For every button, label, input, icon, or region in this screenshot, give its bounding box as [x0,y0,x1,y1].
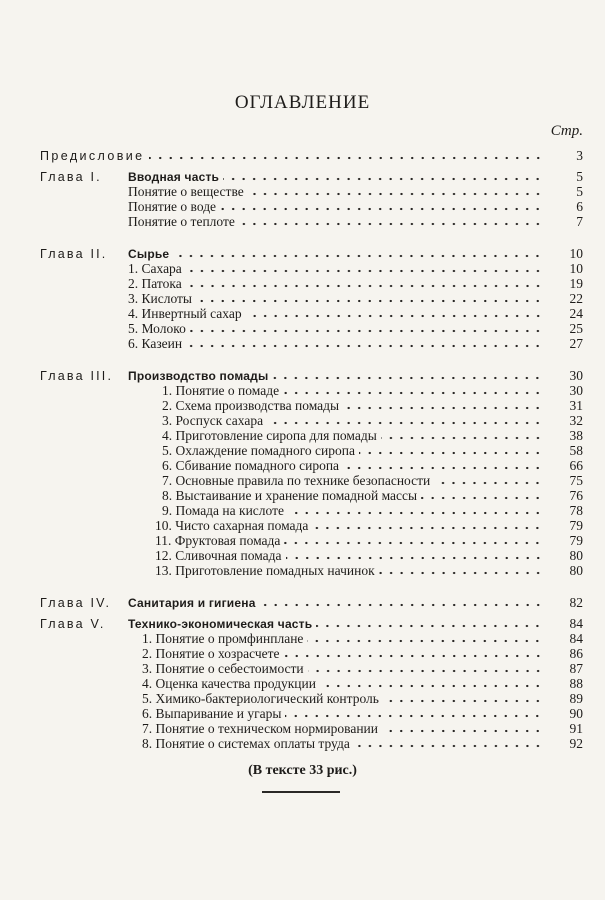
toc-row-section [40,276,583,291]
toc-row-section [40,736,583,751]
dot-leader [379,571,543,575]
toc-page-number: 58 [569,443,583,458]
section-title: 8. Понятие о системах оплаты труда [142,736,350,751]
dot-leader [186,269,543,273]
toc-row-section [40,473,583,488]
toc-row-section [40,383,583,398]
dot-leader [307,639,543,643]
toc-row-section [40,563,583,578]
dot-leader [220,207,543,211]
toc-page-number: 6 [576,199,583,214]
toc-page-number: 24 [569,306,583,321]
toc-row-section [40,261,583,276]
section-title: 6. Выпаривание и угары [142,706,282,721]
dot-leader [320,684,543,688]
dot-leader [288,511,543,515]
dot-leader [196,299,543,303]
dot-leader [286,556,543,560]
dot-leader [383,699,543,703]
chapter-label: Глава I. [40,170,102,184]
chapter-label: Глава III. [40,369,114,383]
dot-leader [260,603,543,607]
chapter-title: Производство помады [128,369,269,383]
dot-leader [354,744,543,748]
page-column-label: Стр. [550,123,583,139]
section-title: 4. Оценка качества продукции [142,676,316,691]
toc-page-number: 5 [576,184,583,199]
toc-page-number: 92 [569,736,583,751]
page-title: ОГЛАВЛЕНИЕ [234,92,371,113]
toc-row-section [40,631,583,646]
section-title: 5. Охлаждение помадного сиропа [162,443,355,458]
toc-page-number: 86 [569,646,583,661]
dot-leader [285,714,543,718]
toc-page-number: 91 [569,721,583,736]
toc-page-number: 80 [569,563,583,578]
dot-leader [316,624,543,628]
toc-page-number: 30 [569,383,583,398]
section-title: 8. Выстаивание и хранение помадной массы [162,488,418,503]
toc-page-number: 27 [569,336,583,351]
dot-leader [284,654,543,658]
toc-row-section [40,458,583,473]
toc-page-number: 89 [569,691,583,706]
section-title: 2. Понятие о хозрасчете [142,646,280,661]
dot-leader [381,436,543,440]
section-title: 11. Фруктовая помада [155,533,281,548]
toc-row-preface [40,148,583,163]
dot-leader [284,541,543,545]
section-title: 6. Казеин [128,336,183,351]
toc-page-number: 76 [569,488,583,503]
toc-row-section [40,488,583,503]
toc-row-chapter [40,169,583,184]
toc-row-chapter [40,368,583,383]
section-title: 3. Роспуск сахара [162,413,264,428]
toc-page-number: 84 [569,631,583,646]
toc-page-number: 10 [569,261,583,276]
toc-page-number: 7 [576,214,583,229]
dot-leader [239,222,543,226]
toc-entry-label: Предисловие [40,149,145,163]
toc-page-number: 79 [569,533,583,548]
dot-leader [223,177,543,181]
section-title: 10. Чисто сахарная помада [155,518,309,533]
toc-row-section [40,533,583,548]
spacer [40,229,583,246]
toc-page-number: 38 [569,428,583,443]
section-title: Понятие о воде [128,199,217,214]
toc-page-number: 5 [576,169,583,184]
dot-leader [190,329,543,333]
dot-leader [421,496,543,500]
dot-leader [186,284,543,288]
dot-leader [246,314,543,318]
dot-leader [343,466,543,470]
toc-row-section [40,184,583,199]
section-title: 2. Схема производства помады [162,398,340,413]
toc-row-section [40,306,583,321]
toc-row-section [40,706,583,721]
toc-page-number: 90 [569,706,583,721]
chapter-title: Санитария и гигиена [128,596,256,610]
dot-leader [173,254,543,258]
toc-page-number: 84 [569,616,583,631]
section-title: 6. Сбивание помадного сиропа [162,458,340,473]
section-title: 7. Понятие о техническом нормировании [142,721,379,736]
section-title: 5. Молоко [128,321,186,336]
section-title: 4. Инвертный сахар [128,306,242,321]
toc-page-number: 19 [569,276,583,291]
closing-rule [262,791,340,793]
toc-page-number: 25 [569,321,583,336]
figures-note: (В тексте 33 рис.) [248,763,357,778]
toc-row-section [40,336,583,351]
toc-page-number: 31 [569,398,583,413]
section-title: 1. Понятие о промфинплане [142,631,304,646]
dot-leader [186,344,543,348]
toc-row-section [40,661,583,676]
dot-leader [434,481,543,485]
toc-row-chapter [40,616,583,631]
toc-page-number: 3 [576,148,583,163]
dot-leader [283,391,543,395]
toc-page-number: 82 [569,595,583,610]
dot-leader [312,526,543,530]
chapter-title: Вводная часть [128,170,220,184]
toc-page-number: 10 [569,246,583,261]
dot-leader [308,669,543,673]
toc-row-section [40,398,583,413]
toc-row-section [40,721,583,736]
dot-leader [248,192,543,196]
dot-leader [359,451,543,455]
section-title: 3. Понятие о себестоимости [142,661,304,676]
toc-row-section [40,291,583,306]
section-title: 9. Помада на кислоте [162,503,284,518]
chapter-title: Технико-экономическая часть [128,617,313,631]
toc-row-section [40,503,583,518]
toc-row-section [40,548,583,563]
toc-page-number: 22 [569,291,583,306]
toc-row-section [40,518,583,533]
dot-leader [343,406,543,410]
section-title: Понятие о веществе [128,184,244,199]
section-title: 4. Приготовление сиропа для помады [162,428,377,443]
toc-page-number: 30 [569,368,583,383]
toc-row-section [40,691,583,706]
toc-row-section [40,214,583,229]
section-title: 3. Кислоты [128,291,192,306]
section-title: 1. Сахара [128,261,182,276]
spacer [40,351,583,368]
section-title: 13. Приготовление помадных начинок [155,563,375,578]
chapter-label: Глава II. [40,247,108,261]
toc-page-number: 88 [569,676,583,691]
toc-page-number: 80 [569,548,583,563]
dot-leader [149,156,543,160]
toc-page-number: 66 [569,458,583,473]
section-title: 5. Химико-бактериологический контроль [142,691,379,706]
toc-row-chapter [40,246,583,261]
spacer [40,578,583,595]
table-of-contents [40,148,583,751]
toc-row-chapter [40,595,583,610]
dot-leader [272,376,543,380]
toc-row-section [40,443,583,458]
dot-leader [382,729,543,733]
toc-page-number: 87 [569,661,583,676]
section-title: Понятие о теплоте [128,214,235,229]
toc-row-section [40,199,583,214]
section-title: 7. Основные правила по технике безопасности [162,473,431,488]
toc-page-number: 75 [569,473,583,488]
section-title: 1. Понятие о помаде [162,383,280,398]
toc-row-section [40,646,583,661]
toc-page-number: 78 [569,503,583,518]
section-title: 2. Патока [128,276,182,291]
chapter-title: Сырье [128,247,170,261]
toc-page-number: 79 [569,518,583,533]
chapter-label: Глава V. [40,617,106,631]
toc-row-section [40,413,583,428]
dot-leader [267,421,543,425]
toc-page-number: 32 [569,413,583,428]
toc-row-section [40,676,583,691]
chapter-label: Глава IV. [40,596,112,610]
toc-row-section [40,321,583,336]
toc-row-section [40,428,583,443]
section-title: 12. Сливочная помада [155,548,282,563]
